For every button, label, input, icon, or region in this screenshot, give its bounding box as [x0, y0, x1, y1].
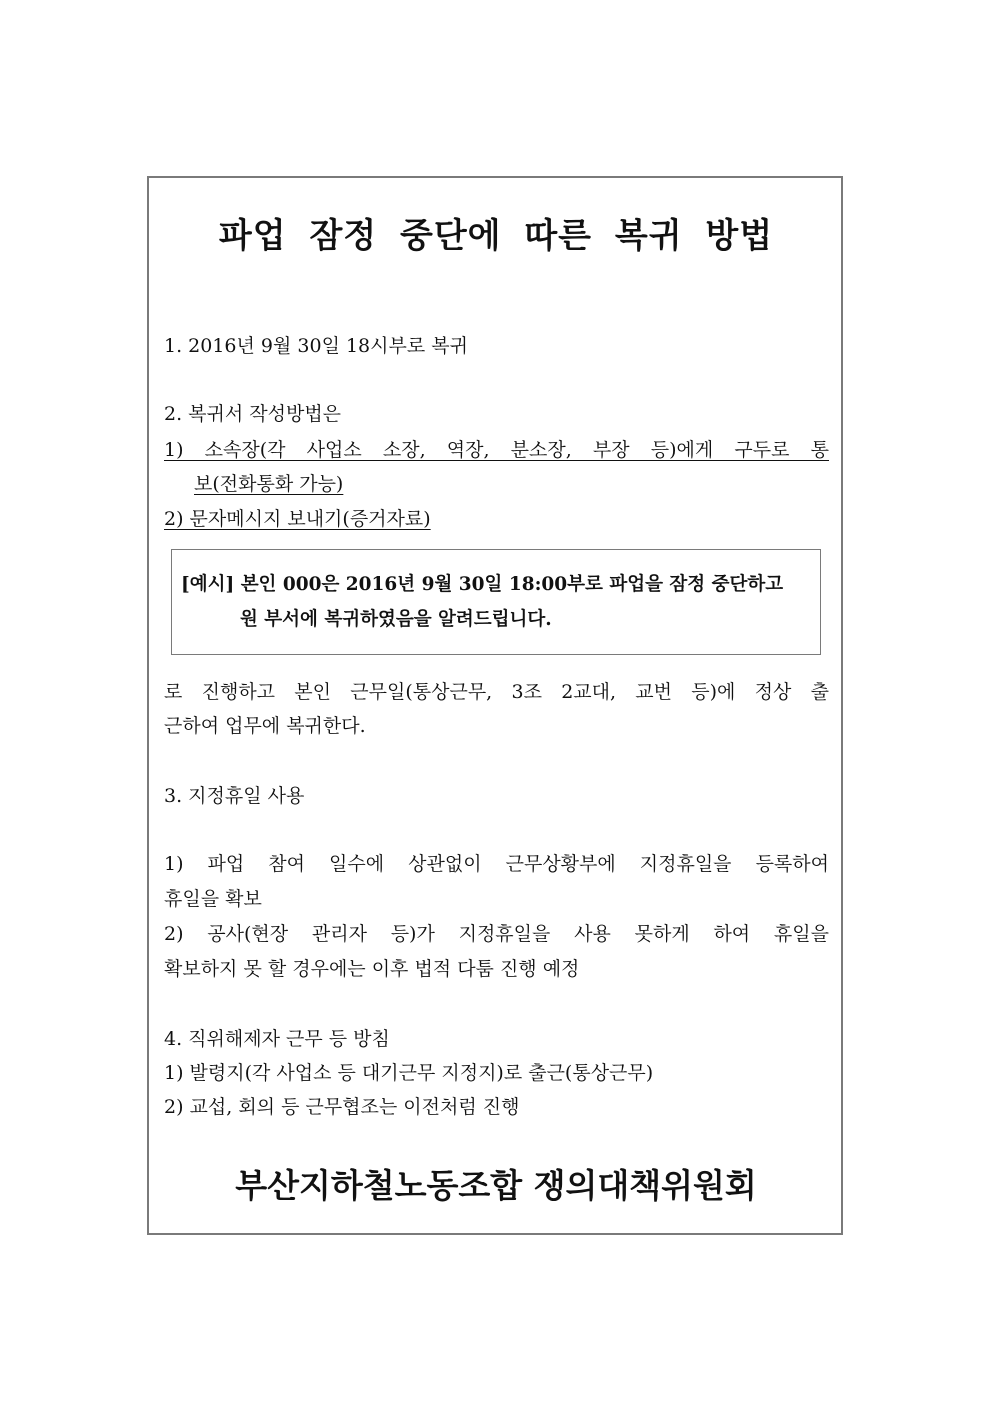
example-line-2: 원 부서에 복귀하였음을 알려드립니다.: [240, 609, 552, 630]
item-2-sub1-line1: 1) 소속장(각 사업소 소장, 역장, 분소장, 부장 등)에게 구두로 통: [164, 439, 829, 461]
example-line-1: [예시] 본인 000은 2016년 9월 30일 18:00부로 파업을 잠정 중단하고: [181, 574, 784, 595]
item-4-sub1: 1) 발령지(각 사업소 등 대기근무 지정지)로 출근(통상근무): [164, 1062, 654, 1084]
item-2-sub2: 2) 문자메시지 보내기(증거자료): [164, 508, 431, 530]
item-2-heading: 2. 복귀서 작성방법은: [164, 403, 342, 425]
example-box: [171, 549, 821, 655]
item-3-sub2-line1: 2) 공사(현장 관리자 등)가 지정휴일을 사용 못하게 하여 휴일을: [164, 923, 829, 945]
item-3-sub1-line1: 1) 파업 참여 일수에 상관없이 근무상황부에 지정휴일을 등록하여: [164, 853, 829, 875]
item-3-sub1-line2: 휴일을 확보: [164, 888, 262, 910]
item-1-text: 1. 2016년 9월 30일 18시부로 복귀: [164, 335, 468, 357]
item-4-heading: 4. 직위해제자 근무 등 방침: [164, 1028, 390, 1050]
item-4-sub2: 2) 교섭, 회의 등 근무협조는 이전처럼 진행: [164, 1096, 520, 1118]
item-2-sub1-line2: 보(전화통화 가능): [194, 473, 344, 495]
item-3-sub2-line2: 확보하지 못 할 경우에는 이후 법적 다툼 진행 예정: [164, 958, 580, 980]
page-title: 파업 잠정 중단에 따른 복귀 방법: [218, 216, 774, 256]
item-3-heading: 3. 지정휴일 사용: [164, 785, 305, 807]
item-2-after-line2: 근하여 업무에 복귀한다.: [164, 715, 366, 737]
union-committee-signature: 부산지하철노동조합 쟁의대책위원회: [235, 1166, 757, 1205]
item-2-after-line1: 로 진행하고 본인 근무일(통상근무, 3조 2교대, 교번 등)에 정상 출: [164, 681, 829, 703]
